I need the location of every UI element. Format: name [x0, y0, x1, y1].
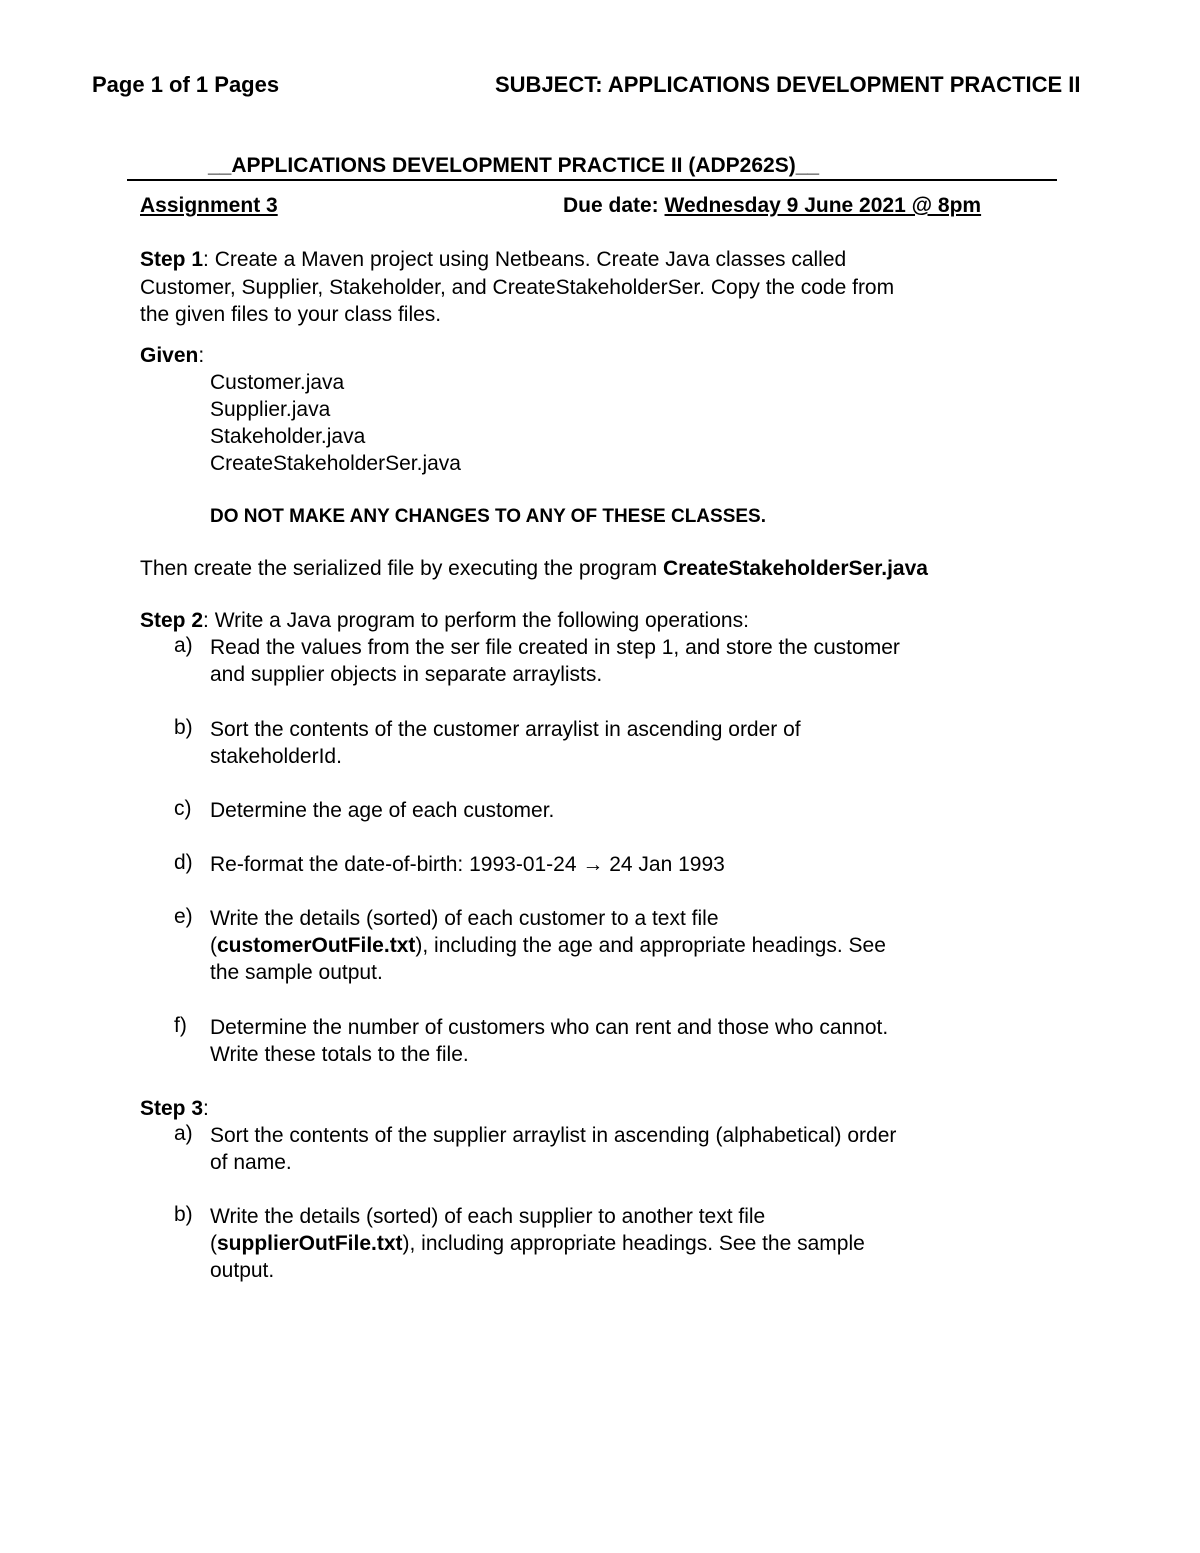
- step1-label: Step 1: [140, 248, 204, 271]
- step3-item-a-line-2: of name.: [210, 1151, 292, 1174]
- step2-item-a-line-2: and supplier objects in separate arraylists.: [210, 663, 603, 686]
- step2-item-a-letter: a): [174, 634, 193, 657]
- step3-label: Step 3: [140, 1097, 204, 1120]
- due-date: [563, 194, 981, 218]
- title-text: APPLICATIONS DEVELOPMENT PRACTICE II (ADP262S): [231, 154, 796, 177]
- step2-item-a-line-1: Read the values from the ser file created in step 1, and store the customer: [210, 636, 900, 659]
- step2-item-c-line-1: Determine the age of each customer.: [210, 799, 555, 822]
- step2-item-b-letter: b): [174, 716, 193, 739]
- step2-item-f-line-1: Determine the number of customers who can rent and those who cannot.: [210, 1016, 889, 1039]
- title-left-fill: __: [208, 154, 232, 177]
- step3-item-b-letter: b): [174, 1203, 193, 1226]
- step3-item-a-line-1: Sort the contents of the supplier arraylist in ascending (alphabetical) order: [210, 1124, 897, 1147]
- step3-heading: Step 3:: [140, 1097, 209, 1120]
- step2-item-e-line-3: the sample output.: [210, 961, 383, 984]
- step2-heading: Step 2: Write a Java program to perform the following operations:: [140, 609, 749, 632]
- given-file-stakeholder: Stakeholder.java: [210, 425, 366, 448]
- given-heading: Given:: [140, 344, 205, 367]
- step2-item-b-line-2: stakeholderId.: [210, 745, 342, 768]
- step2-item-d-letter: d): [174, 851, 193, 874]
- given-label: Given: [140, 344, 199, 367]
- step1-line-1: Step 1: Create a Maven project using Netbeans. Create Java classes called: [140, 248, 847, 271]
- program-name: CreateStakeholderSer.java: [662, 557, 928, 580]
- title-rule: [127, 179, 1057, 181]
- step2-item-e-line-2: (customerOutFile.txt), including the age and appropriate headings. See: [210, 934, 886, 957]
- due-date-value: Wednesday 9 June 2021 @ 8pm: [664, 194, 982, 217]
- given-file-customer: Customer.java: [210, 371, 345, 394]
- no-changes-warning: DO NOT MAKE ANY CHANGES TO ANY OF THESE CLASSES.: [210, 506, 766, 527]
- step2-item-f-letter: f): [174, 1014, 187, 1037]
- step2-item-c-letter: c): [174, 797, 192, 820]
- subject-header: SUBJECT: APPLICATIONS DEVELOPMENT PRACTICE II: [495, 72, 1081, 97]
- step1-line-3: the given files to your class files.: [140, 303, 442, 326]
- right-arrow-icon: →: [582, 853, 604, 876]
- supplier-out-file-name: supplierOutFile.txt: [217, 1232, 403, 1255]
- assignment-label: Assignment 3: [140, 194, 278, 217]
- page-number-label: Page 1 of 1 Pages: [92, 72, 280, 97]
- title-right-fill: __: [795, 154, 820, 177]
- given-file-create-stakeholder-ser: CreateStakeholderSer.java: [210, 452, 461, 475]
- step2-item-b-line-1: Sort the contents of the customer arraylist in ascending order of: [210, 718, 801, 741]
- step2-item-e-letter: e): [174, 905, 193, 928]
- step2-item-e-line-1: Write the details (sorted) of each customer to a text file: [210, 907, 719, 930]
- customer-out-file-name: customerOutFile.txt: [217, 934, 416, 957]
- step3-item-b-line-3: output.: [210, 1259, 275, 1282]
- due-date-label: Due date:: [563, 194, 659, 217]
- step2-item-f-line-2: Write these totals to the file.: [210, 1043, 469, 1066]
- step3-item-a-letter: a): [174, 1122, 193, 1145]
- document-title: [208, 154, 819, 178]
- step3-item-b-line-1: Write the details (sorted) of each supplier to another text file: [210, 1205, 766, 1228]
- serialize-instruction: Then create the serialized file by executing the program CreateStakeholderSer.java: [140, 557, 928, 580]
- step2-label: Step 2: [140, 609, 204, 632]
- step1-line-2: Customer, Supplier, Stakeholder, and CreateStakeholderSer. Copy the code from: [140, 276, 895, 299]
- step3-item-b-line-2: (supplierOutFile.txt), including appropriate headings. See the sample: [210, 1232, 865, 1255]
- step2-item-d-line-1: Re-format the date-of-birth: 1993-01-24 → 24 Jan 1993: [210, 853, 725, 876]
- given-file-supplier: Supplier.java: [210, 398, 331, 421]
